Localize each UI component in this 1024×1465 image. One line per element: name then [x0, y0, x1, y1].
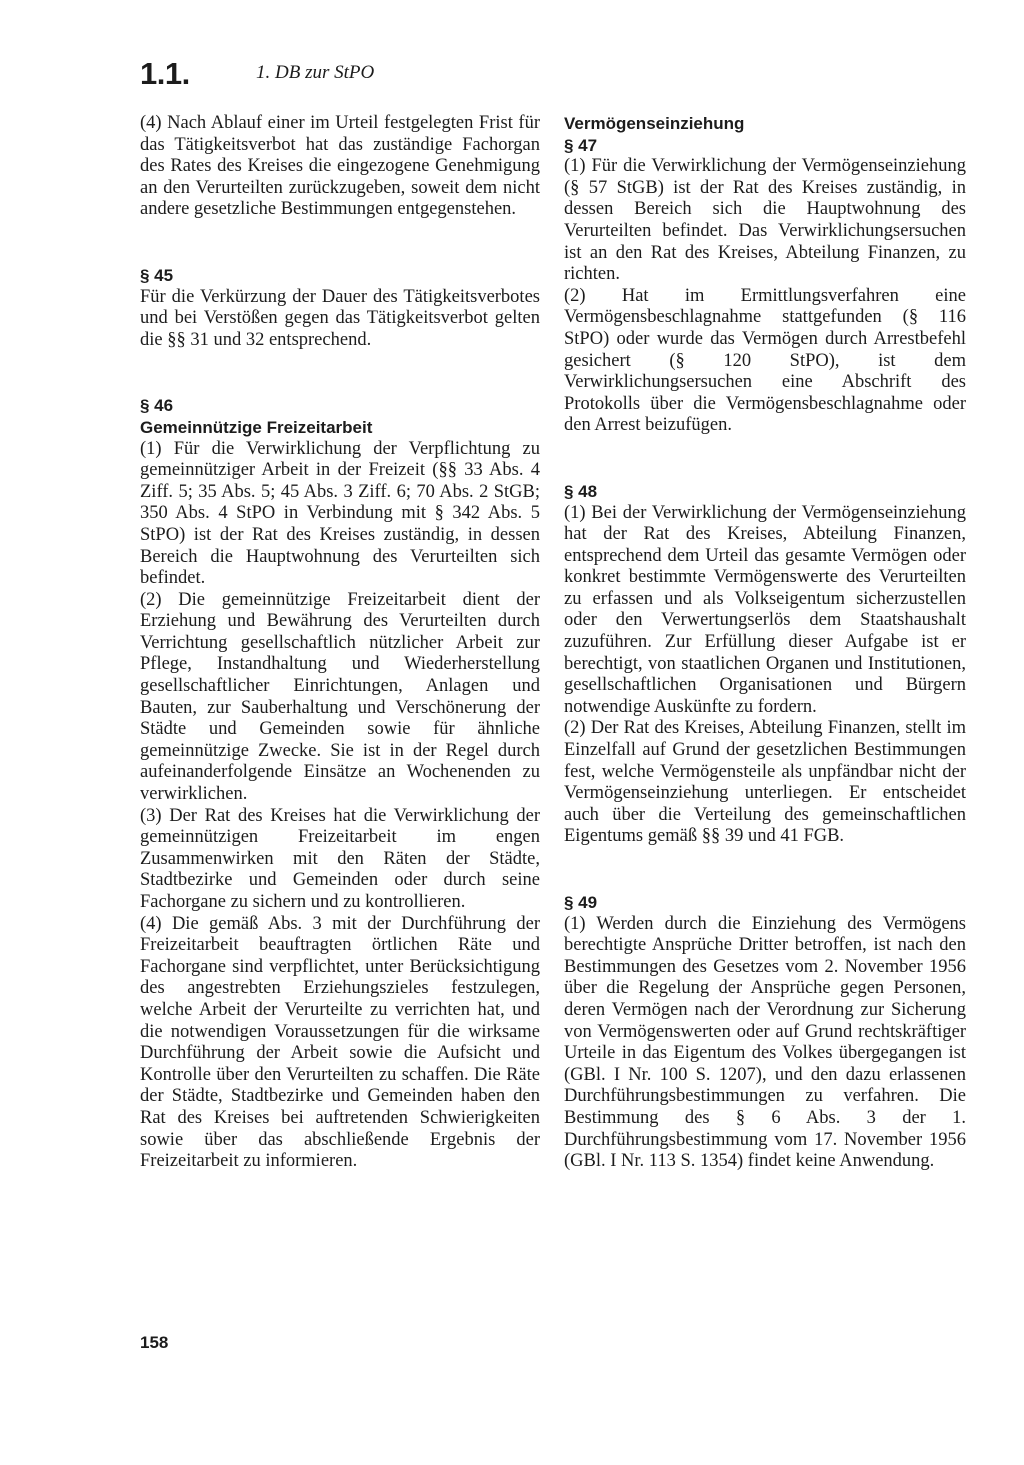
paragraph-48-2: (2) Der Rat des Kreises, Abteilung Finanzen, stellt im Einzelfall auf Grund der gesetzlichen Bestimmungen fest, welche Vermögensteile als unpfändbar nicht der Vermögenseinziehung unterliegen. Er entscheidet auch über die Verteilung des gemeinschaftlichen Eigentums gemäß §§ 39 und 41 FGB.	[564, 718, 966, 847]
section-heading-45: § 45	[140, 265, 174, 285]
spacer	[564, 870, 966, 892]
paragraph-44-4: (4) Nach Ablauf einer im Urteil festgelegten Frist für das Tätigkeitsverbot hat das zuständige Fachorgan des Rates des Kreises die eingezogene Genehmigung an den Verurteilten zurückzugeben, soweit dem nicht andere gesetzliche Bestimmungen entgegenstehen.	[140, 113, 540, 220]
spacer	[564, 459, 966, 481]
paragraph-48-1: (1) Bei der Verwirklichung der Vermögenseinziehung hat der Rat des Kreises, Abteilung Finanzen, entsprechend dem Urteil das gesamte Vermögen oder konkret bestimmte Vermögenswerte des Verurteilten zu erfassen und als Volkseigentum sicherzustellen oder den Verwertungserlös dem Staatshaushalt zuzuführen. Zur Erfüllung dieser Aufgabe ist er berechtigt, von staatlichen Organen und Institutionen, gesellschaftlichen Organisationen und Bürgern notwendige Auskünfte zu fordern.	[564, 502, 966, 717]
paragraph-47-2: (2) Hat im Ermittlungsverfahren eine Vermögensbeschlagnahme stattgefunden (§ 116 StPO) oder wurde das Vermögen durch Arrestbefehl gesichert (§ 120 StPO), ist dem Verwirklichungsersuchen eine Abschrift des Protokolls über die Vermögensbeschlagnahme oder den Arrest beizufügen.	[564, 285, 966, 436]
section-heading-46: § 46	[140, 396, 174, 416]
section-title-46: Gemeinnützige Freizeitarbeit	[140, 417, 373, 437]
spacer	[564, 437, 966, 459]
page-header	[140, 56, 560, 96]
paragraph-45: Für die Verkürzung der Dauer des Tätigkeitsverbotes und bei Verstößen gegen das Tätigkeitsverbot gelten die §§ 31 und 32 entsprechend.	[140, 286, 540, 350]
spacer	[140, 351, 540, 373]
spacer	[140, 221, 540, 243]
spacer	[140, 243, 540, 265]
paragraph-47-1: (1) Für die Verwirklichung der Vermögenseinziehung (§ 57 StGB) ist der Rat des Kreises zuständig, in dessen Bereich sich die Hauptwohnung des Verurteilten befindet. Das Verwirklichungsersuchen ist an den Rat des Kreises, Abteilung Finanzen, zu richten.	[564, 156, 966, 285]
paragraph-46-3: (3) Der Rat des Kreises hat die Verwirklichung der gemeinnützigen Freizeitarbeit im engen Zusammenwirken mit den Räten der Städte, Stadtbezirke und Gemeinden oder durch seine Fachorgane zu sichern und zu kontrollieren.	[140, 805, 540, 912]
page-number: 158	[140, 1333, 169, 1352]
section-heading-49: § 49	[564, 893, 598, 912]
section-number: 1.1.	[140, 56, 190, 91]
paragraph-46-1: (1) Für die Verwirklichung der Verpflichtung zu gemeinnütziger Arbeit in der Freizeit (§§ 33 Abs. 4 Ziff. 5; 35 Abs. 5; 45 Abs. 3 Ziff. 6; 70 Abs. 2 StGB; 350 Abs. 4 StPO in Verbindung mit § 342 Abs. 5 StPO) ist der Rat des Kreises zuständig, in dessen Bereich die Hauptwohnung des Verurteilten sich befindet.	[140, 438, 540, 589]
chapter-title: Vermögenseinziehung	[564, 114, 745, 133]
paragraph-46-2: (2) Die gemeinnützige Freizeitarbeit dient der Erziehung und Bewährung des Verurteilten durch Verrichtung gesellschaftlich nützlicher Arbeit zur Pflege, Instandhaltung und Wiederherstellung gesellschaftlicher Einrichtungen, Anlagen und Bauten, zur Sauberhaltung und Verschönerung der Städte und Gemeinden sowie für ähnliche gemeinnützige Zwecke. Sie ist in der Regel durch aufeinanderfolgende Einsätze an Wochenenden zu verwirklichen.	[140, 589, 540, 805]
left-column	[140, 113, 540, 1173]
paragraph-49-1: (1) Werden durch die Einziehung des Vermögens berechtigte Ansprüche Dritter betroffen, ist nach den Bestimmungen des Gesetzes vom 2. November 1956 über die Regelung der Ansprüche gegen Personen, deren Vermögen nach der Verordnung zur Sicherung von Vermögenswerten oder auf Grund rechtskräftiger Urteile in das Eigentum des Volkes übergegangen ist (GBl. I Nr. 100 S. 1207), und den dazu erlassenen Durchführungsbestimmungen zu verfahren. Die Bestimmung des § 6 Abs. 3 der 1. Durchführungsbestimmung vom 17. November 1956 (GBl. I Nr. 113 S. 1354) findet keine Anwendung.	[564, 913, 966, 1172]
paragraph-46-4: (4) Die gemäß Abs. 3 mit der Durchführung der Freizeitarbeit beauftragten örtlichen Räte und Fachorgane sind verpflichtet, unter Berücksichtigung des angestrebten Erziehungszieles festzulegen, welche Arbeit der Verurteilte zu verrichten hat, und die notwendigen Voraussetzungen für die wirksame Durchführung der Arbeit sowie die Aufsicht und Kontrolle über den Verurteilten zu schaffen. Die Räte der Städte, Stadtbezirke und Gemeinden haben den Rat des Kreises bei auftretenden Schwierigkeiten sowie über das abschließende Ergebnis der Freizeitarbeit zu informieren.	[140, 913, 540, 1172]
spacer	[564, 848, 966, 870]
section-heading-47: § 47	[564, 135, 598, 155]
section-heading-48: § 48	[564, 481, 598, 501]
spacer	[140, 373, 540, 395]
right-column	[564, 113, 966, 1173]
running-title: 1. DB zur StPO	[256, 62, 375, 83]
